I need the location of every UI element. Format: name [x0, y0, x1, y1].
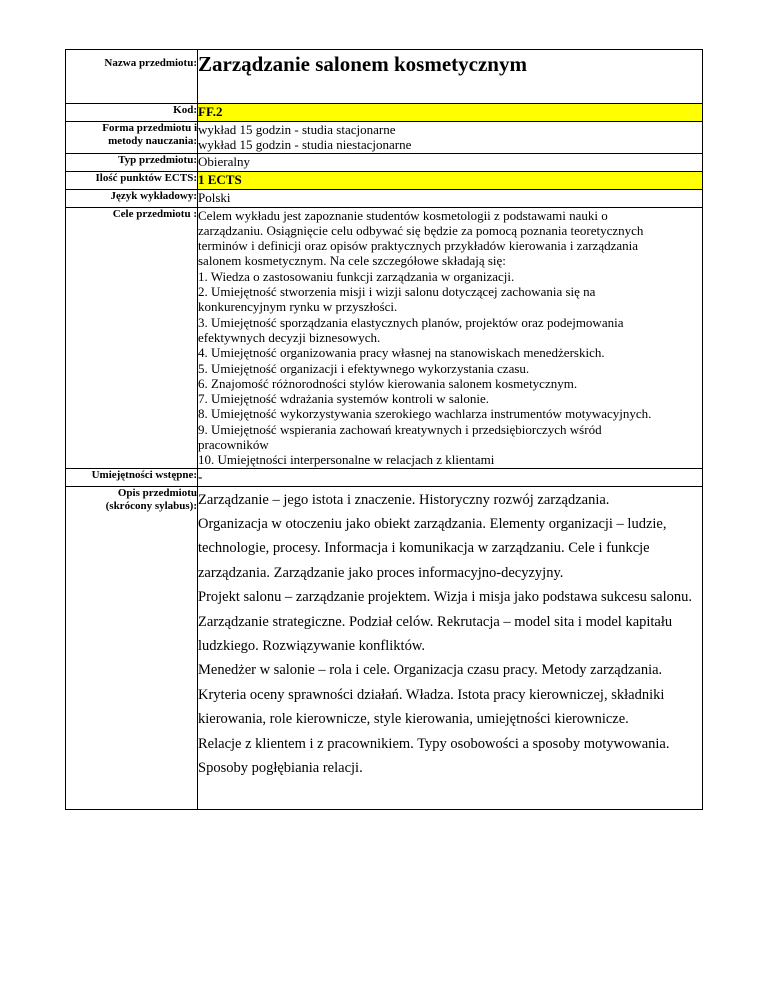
row-goals: [66, 207, 703, 468]
type-label: Typ przedmiotu:: [66, 153, 198, 171]
goals-label: Cele przedmiotu :: [66, 207, 198, 468]
goals-line: salonem kosmetycznym. Na cele szczegółowe składają się:: [198, 253, 506, 269]
prerequisites-value: -: [198, 468, 703, 486]
goals-line: 7. Umiejętność wdrażania systemów kontroli w salonie.: [198, 391, 489, 407]
goals-line: 2. Umiejętność stworzenia misji i wizji salonu dotyczącej zachowania się na: [198, 284, 596, 300]
goals-line: konkurencyjnym rynku w przyszłości.: [198, 299, 398, 315]
syllabus-label-line1: Opis przedmiotu: [117, 486, 197, 499]
subject-label: Nazwa przedmiotu:: [66, 50, 198, 104]
goals-line: 9. Umiejętność wspierania zachowań kreatywnych i przedsiębiorczych wśród: [198, 421, 602, 437]
goals-line: 4. Umiejętność organizowania pracy własnej na stanowiskach menedżerskich.: [198, 345, 605, 361]
goals-line: Celem wykładu jest zapoznanie studentów kosmetologii z podstawami nauki o: [198, 207, 608, 223]
goals-line: 8. Umiejętność wykorzystywania szerokiego wachlarza instrumentów motywacyjnych.: [198, 406, 652, 422]
syllabus-paragraph: Menedżer w salonie – rola i cele. Organizacja czasu pracy. Metody zarządzania. Kryteria oceny sprawności działań. Władza. Istota pracy kierowniczej, składniki kierowania, role kierownicze, style kierowania, umiejętności kierownicze.: [198, 662, 665, 728]
row-form: [66, 122, 703, 154]
goals-line: 3. Umiejętność sporządzania elastycznych planów, projektów oraz podejmowania: [198, 314, 624, 330]
language-value: Polski: [198, 189, 703, 207]
language-label: Język wykładowy:: [66, 189, 198, 207]
syllabus-paragraph: Organizacja w otoczeniu jako obiekt zarządzania. Elementy organizacji – ludzie, technologie, procesy. Informacja i komunikacja w zarządzaniu. Cele i funkcje zarządzania. Zarządzanie jako proces informacyjno-decyzyjny.: [198, 516, 667, 581]
row-code: [66, 104, 703, 122]
form-label-line1: Forma przedmiotu i: [102, 122, 197, 134]
goals-line: 5. Umiejętność organizacji i efektywnego wykorzystania czasu.: [198, 360, 530, 376]
row-language: [66, 189, 703, 207]
prerequisites-label: Umiejętności wstępne:: [66, 468, 198, 486]
goals-line: terminów i definicji oraz opisów praktycznych przykładów kierowania i zarządzania: [198, 238, 639, 254]
goals-line: 1. Wiedza o zastosowaniu funkcji zarządzania w organizacji.: [198, 268, 515, 284]
syllabus-table: [65, 49, 703, 810]
syllabus-label-line2: (skrócony sylabus):: [105, 499, 197, 512]
ects-value: 1 ECTS: [198, 171, 703, 189]
row-syllabus: [66, 486, 703, 809]
syllabus-paragraph: Projekt salonu – zarządzanie projektem. Wizja i misja jako podstawa sukcesu salonu. Zarządzanie strategiczne. Podział celów. Rekrutacja – model sita i model kapitału ludzkiego. Rozwiązywanie konfliktów.: [198, 589, 693, 655]
form-line-2: wykład 15 godzin - studia niestacjonarne: [198, 137, 412, 153]
goals-line: 10. Umiejętności interpersonalne w relacjach z klientami: [198, 452, 495, 468]
row-subject: [66, 50, 703, 104]
type-value: Obieralny: [198, 153, 703, 171]
goals-line: zarządzaniu. Osiągnięcie celu odbywać się będzie za pomocą poznania teoretycznych: [198, 222, 644, 238]
ects-label: Ilość punktów ECTS:: [66, 171, 198, 189]
goals-line: 6. Znajomość różnorodności stylów kierowania salonem kosmetycznym.: [198, 375, 578, 391]
row-ects: [66, 171, 703, 189]
row-type: [66, 153, 703, 171]
form-line-1: wykład 15 godzin - studia stacjonarne: [198, 122, 396, 137]
form-label-line2: metody nauczania:: [108, 135, 197, 147]
goals-line: pracowników: [198, 437, 269, 453]
code-value: FF.2: [198, 104, 703, 122]
syllabus-paragraph: Zarządzanie – jego istota i znaczenie. Historyczny rozwój zarządzania.: [198, 491, 610, 508]
subject-title: Zarządzanie salonem kosmetycznym: [198, 52, 527, 76]
code-label: Kod:: [66, 104, 198, 122]
syllabus-paragraph: Relacje z klientem i z pracownikiem. Typy osobowości a sposoby motywowania. Sposoby pogłębiania relacji.: [198, 735, 670, 777]
goals-line: efektywnych decyzji biznesowych.: [198, 329, 381, 345]
row-prerequisites: [66, 468, 703, 486]
